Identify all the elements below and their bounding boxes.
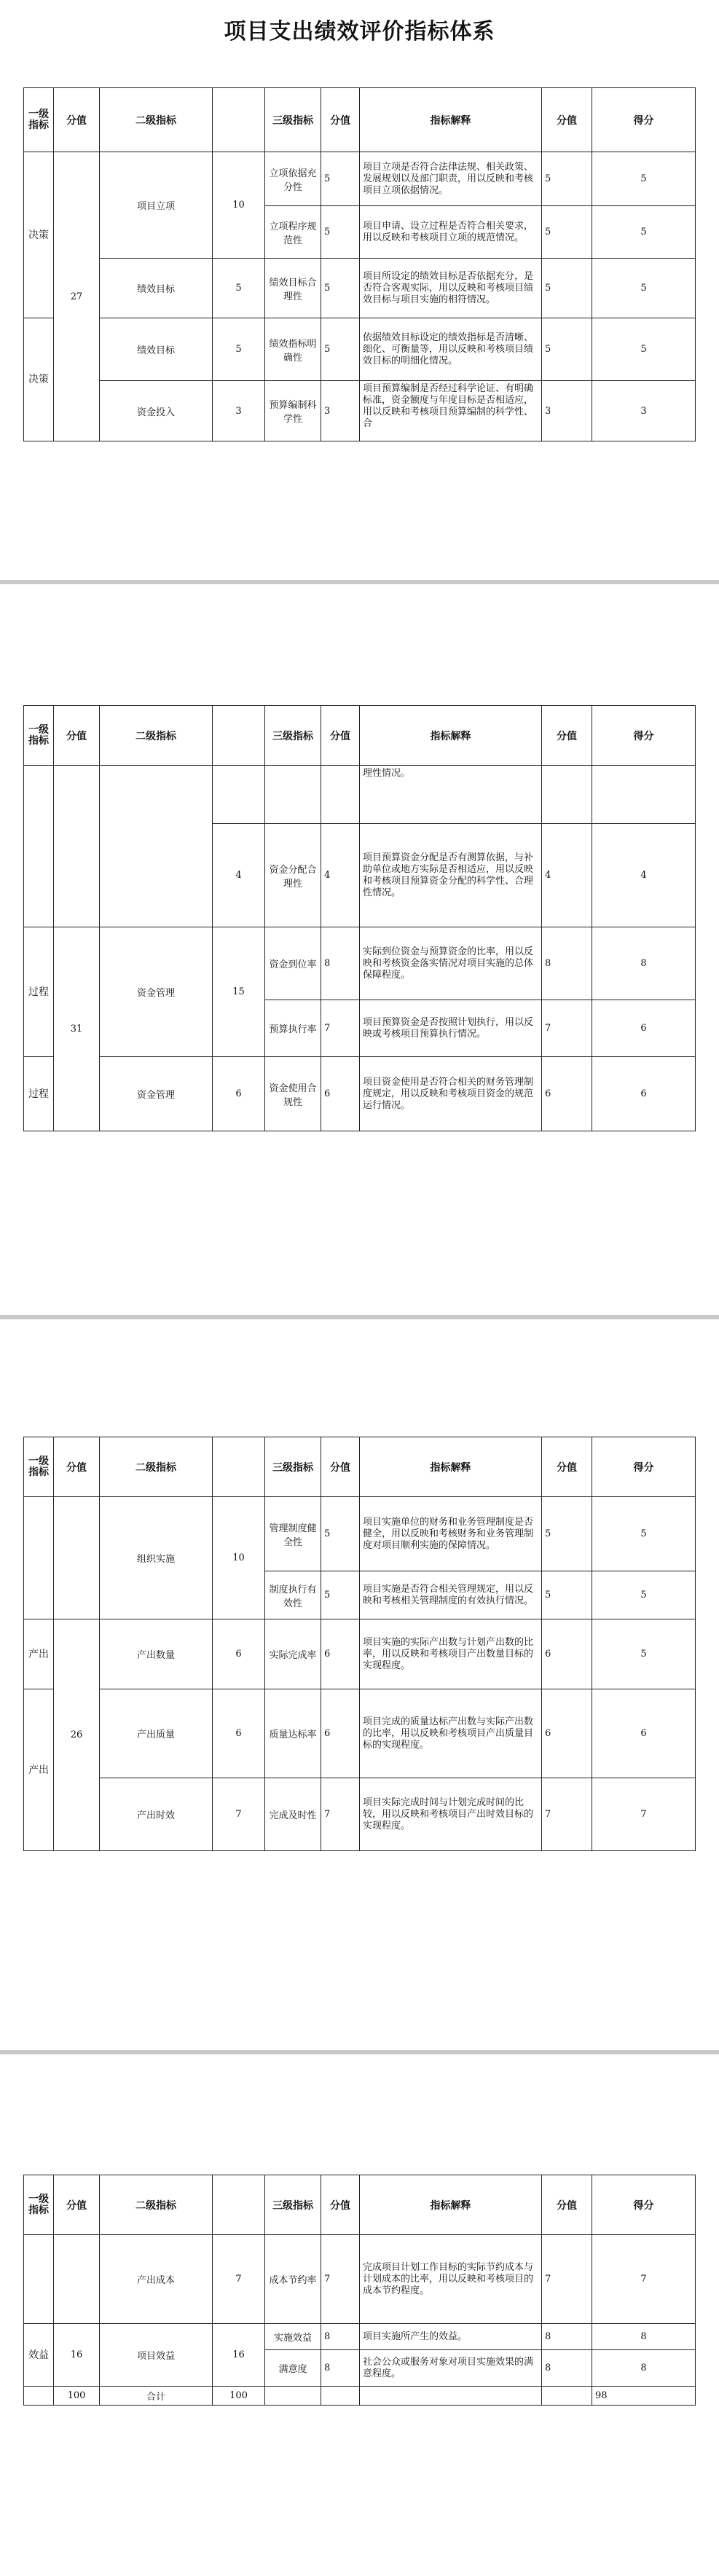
indicator-score: 6 xyxy=(542,1057,592,1131)
header-blank xyxy=(213,2175,265,2235)
total-blank xyxy=(24,2387,54,2406)
level1-process: 过程 xyxy=(24,927,54,1057)
page-separator xyxy=(0,2050,719,2054)
indicator-explanation: 项目立项是否符合法律法规、相关政策、发展规划以及部门职责，用以反映和考核项目立项依据情况。 xyxy=(360,152,542,206)
indicator-points: 8 xyxy=(592,927,696,1000)
total-level1-score: 100 xyxy=(54,2387,100,2406)
level3-score: 7 xyxy=(321,1000,360,1057)
indicator-score: 5 xyxy=(542,318,592,381)
table-row xyxy=(24,152,696,206)
indicator-points: 6 xyxy=(592,1057,696,1131)
table-row xyxy=(24,1619,696,1689)
header-score2: 分值 xyxy=(321,88,360,152)
total-label: 合计 xyxy=(100,2387,213,2406)
level3-score: 5 xyxy=(321,1571,360,1619)
level3-name: 绩效目标合理性 xyxy=(265,259,321,318)
level3-score: 6 xyxy=(321,1689,360,1778)
header-blank xyxy=(213,1437,265,1497)
indicator-points: 8 xyxy=(592,2324,696,2350)
level1-score-decision: 27 xyxy=(54,152,100,441)
level1-score-output: 26 xyxy=(54,1619,100,1851)
indicator-explanation: 依据绩效目标设定的绩效指标是否清晰、细化、可衡量等，用以反映和考核项目绩效目标的明细化情况。 xyxy=(360,318,542,381)
level2-score: 6 xyxy=(213,1689,265,1778)
indicator-points: 6 xyxy=(592,1000,696,1057)
level3-score: 6 xyxy=(321,1057,360,1131)
table-row xyxy=(24,381,696,441)
table-row xyxy=(24,259,696,318)
indicator-points: 8 xyxy=(592,2350,696,2387)
indicator-explanation: 理性情况。 xyxy=(360,766,542,824)
indicator-points: 7 xyxy=(592,2235,696,2324)
indicator-score: 8 xyxy=(542,2324,592,2350)
level2-name: 资金投入 xyxy=(100,381,213,441)
level3-name: 资金分配合理性 xyxy=(265,824,321,927)
header-score3: 分值 xyxy=(542,88,592,152)
level2-score: 10 xyxy=(213,152,265,259)
table-row xyxy=(24,1497,696,1571)
header-points: 得分 xyxy=(592,2175,696,2235)
indicator-explanation: 项目申请、设立过程是否符合相关要求，用以反映和考核项目立项的规范情况。 xyxy=(360,206,542,259)
level3-score: 7 xyxy=(321,2235,360,2324)
total-row xyxy=(24,2387,696,2406)
table-row xyxy=(24,927,696,1000)
header-level3: 三级指标 xyxy=(265,1437,321,1497)
header-points: 得分 xyxy=(592,88,696,152)
indicator-explanation-text: 项目预算编制是否经过科学论证、有明确标准，资金额度与年度目标是否相适应，用以反映和考核项目预算编制的科学性、合 xyxy=(363,383,534,429)
header-points: 得分 xyxy=(592,1437,696,1497)
level3-score: 8 xyxy=(321,2324,360,2350)
header-level1: 一级指标 xyxy=(24,1437,54,1497)
table-page-3 xyxy=(23,1437,695,1851)
level3-name: 实施效益 xyxy=(265,2324,321,2350)
header-level3: 三级指标 xyxy=(265,706,321,766)
indicator-score: 8 xyxy=(542,2350,592,2387)
level2-score: 7 xyxy=(213,2235,265,2324)
level3-name: 实际完成率 xyxy=(265,1619,321,1689)
level2-blank xyxy=(100,766,213,927)
indicator-points: 5 xyxy=(592,1571,696,1619)
indicator-explanation: 项目完成的质量达标产出数与实际产出数的比率，用以反映和考核项目产出质量目标的实现程度。 xyxy=(360,1689,542,1778)
indicator-score: 7 xyxy=(542,1778,592,1851)
level2-score: 6 xyxy=(213,1057,265,1131)
indicator-explanation: 完成项目计划工作目标的实际节约成本与计划成本的比率，用以反映和考核项目的成本节约程度。 xyxy=(360,2235,542,2324)
level3-name: 预算执行率 xyxy=(265,1000,321,1057)
indicator-points: 6 xyxy=(592,1689,696,1778)
level1-score-blank xyxy=(54,2235,100,2324)
indicator-explanation: 项目资金使用是否符合相关的财务管理制度规定，用以反映和考核项目资金的规范运行情况。 xyxy=(360,1057,542,1131)
total-blank xyxy=(542,2387,592,2406)
header-explanation: 指标解释 xyxy=(360,2175,542,2235)
level3-name: 立项依据充分性 xyxy=(265,152,321,206)
table-row xyxy=(24,318,696,381)
indicator-score: 7 xyxy=(542,2235,592,2324)
table-row xyxy=(24,1778,696,1851)
level2-score: 15 xyxy=(213,927,265,1057)
level2-score: 16 xyxy=(213,2324,265,2387)
indicator-points: 3 xyxy=(592,381,696,441)
indicator-explanation: 项目所设定的绩效目标是否依据充分，是否符合客观实际，用以反映和考核项目绩效目标与项目实施的相符情况。 xyxy=(360,259,542,318)
level2-score: 3 xyxy=(213,381,265,441)
indicator-explanation: 项目实施所产生的效益。 xyxy=(360,2324,542,2350)
header-level1: 一级指标 xyxy=(24,88,54,152)
header-blank xyxy=(213,88,265,152)
indicator-explanation: 项目实施的实际产出数与计划产出数的比率，用以反映和考核项目产出数量目标的实现程度。 xyxy=(360,1619,542,1689)
indicator-score: 6 xyxy=(542,1619,592,1689)
header-level2: 二级指标 xyxy=(100,1437,213,1497)
level3-name: 资金使用合规性 xyxy=(265,1057,321,1131)
level3-name: 资金到位率 xyxy=(265,927,321,1000)
level2-name: 产出质量 xyxy=(100,1689,213,1778)
level2-score: 6 xyxy=(213,1619,265,1689)
level2-score: 7 xyxy=(213,1778,265,1851)
header-level3: 三级指标 xyxy=(265,88,321,152)
indicator-points: 5 xyxy=(592,206,696,259)
header-score3: 分值 xyxy=(542,1437,592,1497)
level2-name: 项目效益 xyxy=(100,2324,213,2387)
header-level3: 三级指标 xyxy=(265,2175,321,2235)
header-level2: 二级指标 xyxy=(100,706,213,766)
indicator-score: 5 xyxy=(542,206,592,259)
level3-name: 管理制度健全性 xyxy=(265,1497,321,1571)
header-score2: 分值 xyxy=(321,2175,360,2235)
indicator-points: 5 xyxy=(592,1619,696,1689)
indicator-score: 5 xyxy=(542,152,592,206)
level1-decision: 决策 xyxy=(24,152,54,318)
indicator-points: 7 xyxy=(592,1778,696,1851)
header-score3: 分值 xyxy=(542,706,592,766)
level2-name: 资金管理 xyxy=(100,1057,213,1131)
level2-name: 绩效目标 xyxy=(100,318,213,381)
level3-score: 8 xyxy=(321,927,360,1000)
level3-blank xyxy=(265,766,321,824)
header-explanation: 指标解释 xyxy=(360,88,542,152)
indicator-table-4 xyxy=(23,2175,696,2406)
level3-name: 质量达标率 xyxy=(265,1689,321,1778)
level3-name: 满意度 xyxy=(265,2350,321,2387)
header-score: 分值 xyxy=(54,706,100,766)
level3-score: 5 xyxy=(321,318,360,381)
level3-name: 绩效指标明确性 xyxy=(265,318,321,381)
header-score3: 分值 xyxy=(542,2175,592,2235)
header-level2: 二级指标 xyxy=(100,2175,213,2235)
indicator-points-blank xyxy=(592,766,696,824)
total-score: 100 xyxy=(213,2387,265,2406)
indicator-explanation: 实际到位资金与预算资金的比率，用以反映和考核资金落实情况对项目实施的总体保障程度。 xyxy=(360,927,542,1000)
table-row xyxy=(24,1057,696,1131)
header-row xyxy=(24,88,696,152)
indicator-score: 7 xyxy=(542,1000,592,1057)
indicator-explanation: 项目实施是否符合相关管理规定，用以反映和考核相关管理制度的有效执行情况。 xyxy=(360,1571,542,1619)
header-level2: 二级指标 xyxy=(100,88,213,152)
table-page-2 xyxy=(23,705,695,1131)
table-row xyxy=(24,1689,696,1778)
level1-process: 过程 xyxy=(24,1057,54,1131)
page-separator xyxy=(0,580,719,584)
level2-name: 绩效目标 xyxy=(100,259,213,318)
level3-name: 成本节约率 xyxy=(265,2235,321,2324)
indicator-points: 5 xyxy=(592,259,696,318)
level1-decision: 决策 xyxy=(24,318,54,441)
level1-blank xyxy=(24,2235,54,2324)
level1-score-benefit: 16 xyxy=(54,2324,100,2387)
header-row xyxy=(24,1437,696,1497)
level1-score-blank xyxy=(54,766,100,927)
page-separator xyxy=(0,1315,719,1319)
level2-score: 5 xyxy=(213,318,265,381)
indicator-score: 3 xyxy=(542,381,592,441)
indicator-points: 5 xyxy=(592,318,696,381)
level2-name: 资金管理 xyxy=(100,927,213,1057)
header-row xyxy=(24,706,696,766)
level3-score: 7 xyxy=(321,1778,360,1851)
level3-score: 5 xyxy=(321,152,360,206)
header-score: 分值 xyxy=(54,88,100,152)
table-page-1 xyxy=(23,87,695,441)
indicator-table-2 xyxy=(23,705,696,1131)
level2-name: 产出时效 xyxy=(100,1778,213,1851)
total-blank xyxy=(321,2387,360,2406)
level3-score: 8 xyxy=(321,2350,360,2387)
level3-score: 5 xyxy=(321,1497,360,1571)
total-blank xyxy=(265,2387,321,2406)
level3-score: 6 xyxy=(321,1619,360,1689)
header-level1: 一级指标 xyxy=(24,2175,54,2235)
level1-score-blank xyxy=(54,1497,100,1619)
level1-blank xyxy=(24,766,54,927)
indicator-score: 5 xyxy=(542,259,592,318)
level2-score: 4 xyxy=(213,824,265,927)
indicator-points: 5 xyxy=(592,152,696,206)
indicator-explanation: 项目实施单位的财务和业务管理制度是否健全，用以反映和考核财务和业务管理制度对项目顺利实施的保障情况。 xyxy=(360,1497,542,1571)
header-score: 分值 xyxy=(54,2175,100,2235)
indicator-table-3 xyxy=(23,1437,696,1851)
level1-benefit: 效益 xyxy=(24,2324,54,2387)
level1-output: 产出 xyxy=(24,1689,54,1851)
header-blank xyxy=(213,706,265,766)
header-row xyxy=(24,2175,696,2235)
level3-score: 5 xyxy=(321,259,360,318)
level3-name: 预算编制科学性 xyxy=(265,381,321,441)
indicator-explanation: 社会公众或服务对象对项目实施效果的满意程度。 xyxy=(360,2350,542,2387)
level3-name: 立项程序规范性 xyxy=(265,206,321,259)
indicator-score: 6 xyxy=(542,1689,592,1778)
level3-name: 制度执行有效性 xyxy=(265,1571,321,1619)
level1-output: 产出 xyxy=(24,1619,54,1689)
level2-name: 产出数量 xyxy=(100,1619,213,1689)
table-row xyxy=(24,2235,696,2324)
level2-name: 产出成本 xyxy=(100,2235,213,2324)
indicator-explanation xyxy=(360,381,542,441)
indicator-score-blank xyxy=(542,766,592,824)
indicator-table-1 xyxy=(23,87,696,441)
indicator-explanation: 项目预算资金是否按照计划执行，用以反映或考核项目预算执行情况。 xyxy=(360,1000,542,1057)
header-score: 分值 xyxy=(54,1437,100,1497)
header-level1: 一级指标 xyxy=(24,706,54,766)
level3-score-blank xyxy=(321,766,360,824)
level3-score: 3 xyxy=(321,381,360,441)
level3-score: 5 xyxy=(321,206,360,259)
indicator-score: 5 xyxy=(542,1571,592,1619)
indicator-score: 8 xyxy=(542,927,592,1000)
table-row xyxy=(24,2324,696,2350)
level2-score: 5 xyxy=(213,259,265,318)
level2-score-blank xyxy=(213,766,265,824)
level2-score: 10 xyxy=(213,1497,265,1619)
header-explanation: 指标解释 xyxy=(360,706,542,766)
header-score2: 分值 xyxy=(321,706,360,766)
table-page-4 xyxy=(23,2175,695,2406)
level1-score-process: 31 xyxy=(54,927,100,1131)
level3-name: 完成及时性 xyxy=(265,1778,321,1851)
indicator-score: 5 xyxy=(542,1497,592,1571)
document-title: 项目支出绩效评价指标体系 xyxy=(224,19,495,44)
header-explanation: 指标解释 xyxy=(360,1437,542,1497)
indicator-explanation: 项目实际完成时间与计划完成时间的比较，用以反映和考核项目产出时效目标的实现程度。 xyxy=(360,1778,542,1851)
indicator-explanation: 项目预算资金分配是否有测算依据，与补助单位或地方实际是否相适应，用以反映和考核项目预算资金分配的科学性、合理性情况。 xyxy=(360,824,542,927)
level1-blank xyxy=(24,1497,54,1619)
level3-score: 4 xyxy=(321,824,360,927)
total-points: 98 xyxy=(592,2387,696,2406)
indicator-points: 4 xyxy=(592,824,696,927)
level2-name: 组织实施 xyxy=(100,1497,213,1619)
header-points: 得分 xyxy=(592,706,696,766)
indicator-score: 4 xyxy=(542,824,592,927)
total-blank xyxy=(360,2387,542,2406)
table-row xyxy=(24,766,696,824)
header-score2: 分值 xyxy=(321,1437,360,1497)
level2-name: 项目立项 xyxy=(100,152,213,259)
indicator-points: 5 xyxy=(592,1497,696,1571)
